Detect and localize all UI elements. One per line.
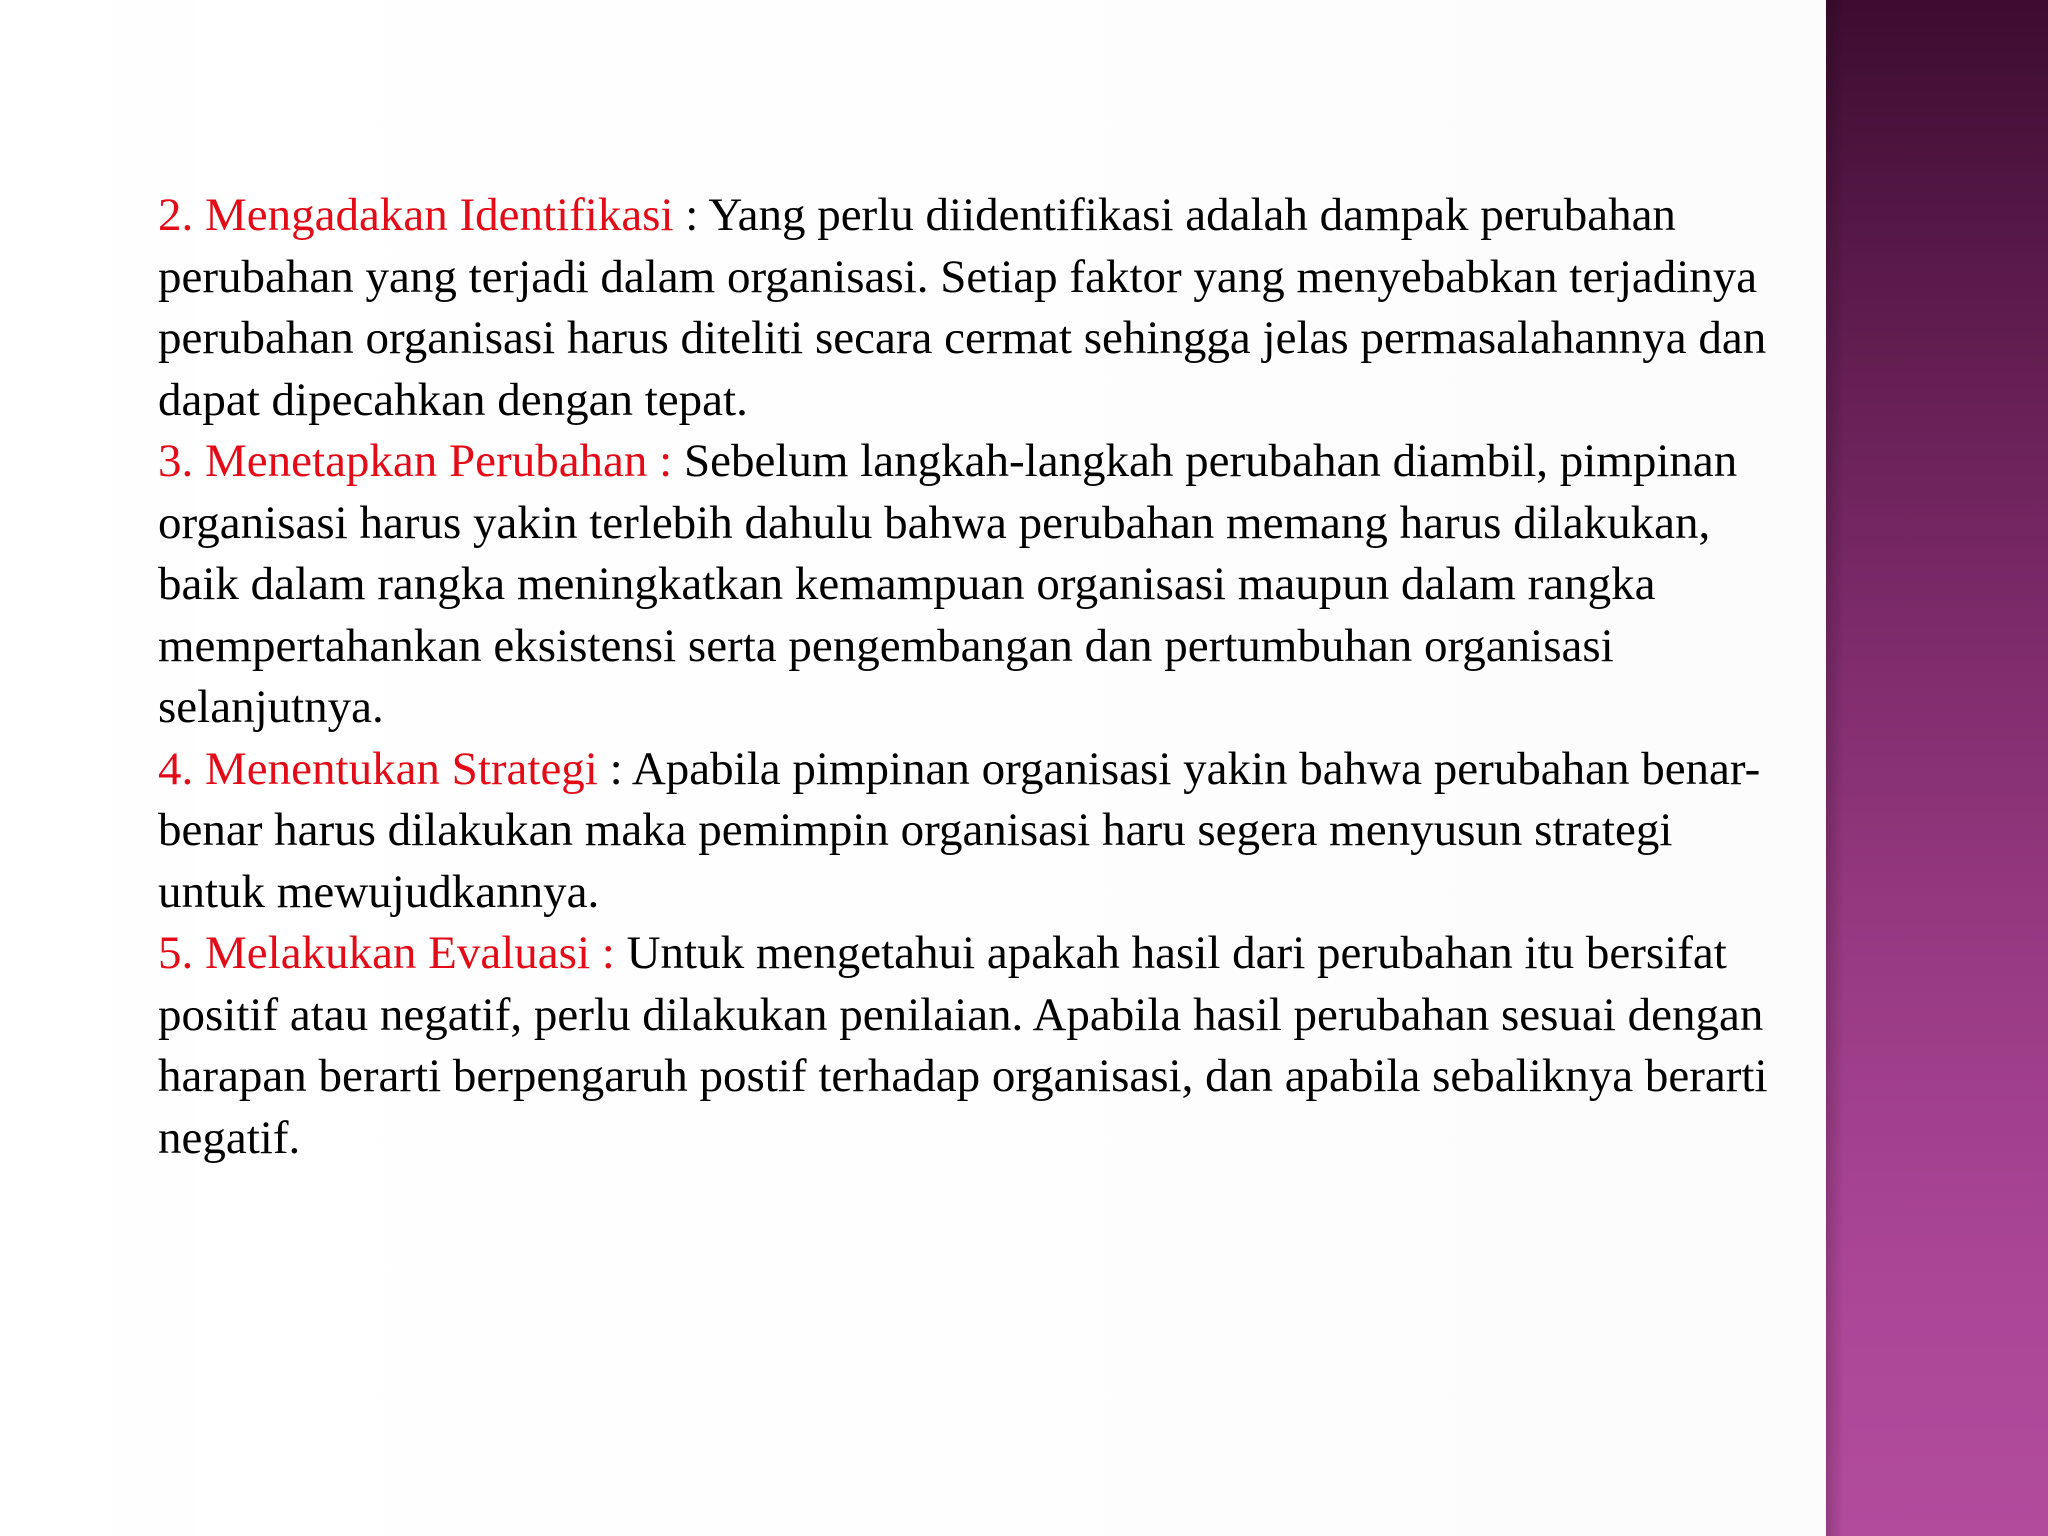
item-heading: 4. Menentukan Strategi	[158, 742, 598, 795]
decorative-right-band	[1826, 0, 2048, 1536]
item-heading: 2. Mengadakan Identifikasi	[158, 189, 674, 241]
slide-content	[158, 185, 1788, 1169]
item-heading: 3. Menetapkan Perubahan :	[158, 435, 673, 487]
item-body: Untuk mengetahui apakah hasil dari perubahan itu bersifat positif atau negatif, perlu dilakukan penilaian. Apabila hasil perubahan sesuai dengan harapan berarti berpengaruh postif terhadap organisasi, dan apabila sebaliknya berarti negatif.	[158, 927, 1768, 1164]
item-body: : Yang perlu diidentifikasi adalah dampak perubahan perubahan yang terjadi dalam organisasi. Setiap faktor yang menyebabkan terjadinya perubahan organisasi harus diteliti secara cermat sehingga jelas permasalahannya dan dapat dipecahkan dengan tepat.	[158, 189, 1767, 426]
item-body: Sebelum langkah-langkah perubahan diambil, pimpinan organisasi harus yakin terlebih dahulu bahwa perubahan memang harus dilakukan, baik dalam rangka meningkatkan kemampuan organisasi maupun dalam rangka mempertahankan eksistensi serta pengembangan dan pertumbuhan organisasi selanjutnya.	[158, 435, 1738, 733]
band-shadow	[1826, 0, 1844, 1536]
list-item-strategi	[158, 739, 1788, 924]
list-item-identifikasi	[158, 185, 1788, 431]
item-heading: 5. Melakukan Evaluasi :	[158, 927, 615, 979]
list-item-perubahan	[158, 431, 1788, 739]
list-item-evaluasi	[158, 923, 1788, 1169]
item-body: : Apabila pimpinan organisasi yakin bahwa perubahan benar-benar harus dilakukan maka pemimpin organisasi haru segera menyusun strategi untuk mewujudkannya.	[158, 742, 1761, 918]
